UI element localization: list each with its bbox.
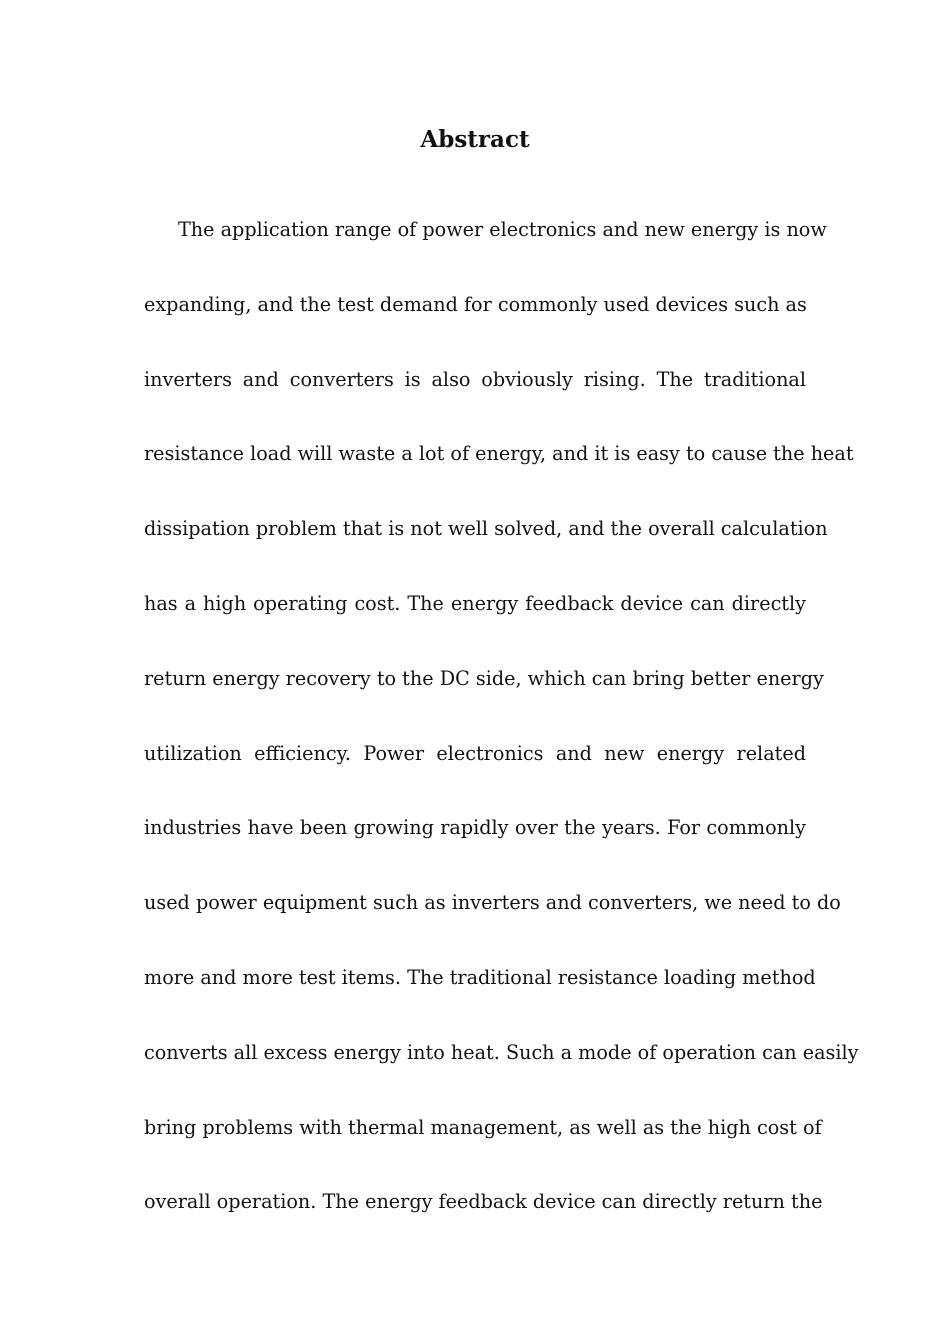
abstract-line: return energy recovery to the DC side, which can bring better energy [144,666,824,690]
abstract-line: dissipation problem that is not well solved, and the overall calculation [144,517,828,541]
abstract-line: more and more test items. The traditional resistance loading method [144,965,816,989]
abstract-line: bring problems with thermal management, as well as the high cost of [144,1115,822,1139]
page-title: Abstract [420,126,530,153]
abstract-line: overall operation. The energy feedback device can directly return the [144,1190,823,1214]
abstract-body [144,193,859,1240]
abstract-line: used power equipment such as inverters and converters, we need to do [144,891,841,915]
abstract-line: expanding, and the test demand for commonly used devices such as [144,292,807,316]
abstract-line: resistance load will waste a lot of energy, and it is easy to cause the heat [144,442,854,466]
abstract-line: inverters and converters is also obviously rising. The traditional [144,367,806,391]
abstract-line: The application range of power electronics and new energy is now [178,218,827,241]
abstract-line: converts all excess energy into heat. Such a mode of operation can easily [144,1040,859,1064]
abstract-line: utilization efficiency. Power electronics and new energy related [144,741,806,765]
abstract-line: has a high operating cost. The energy feedback device can directly [144,591,806,615]
abstract-line: industries have been growing rapidly over the years. For commonly [144,816,806,840]
